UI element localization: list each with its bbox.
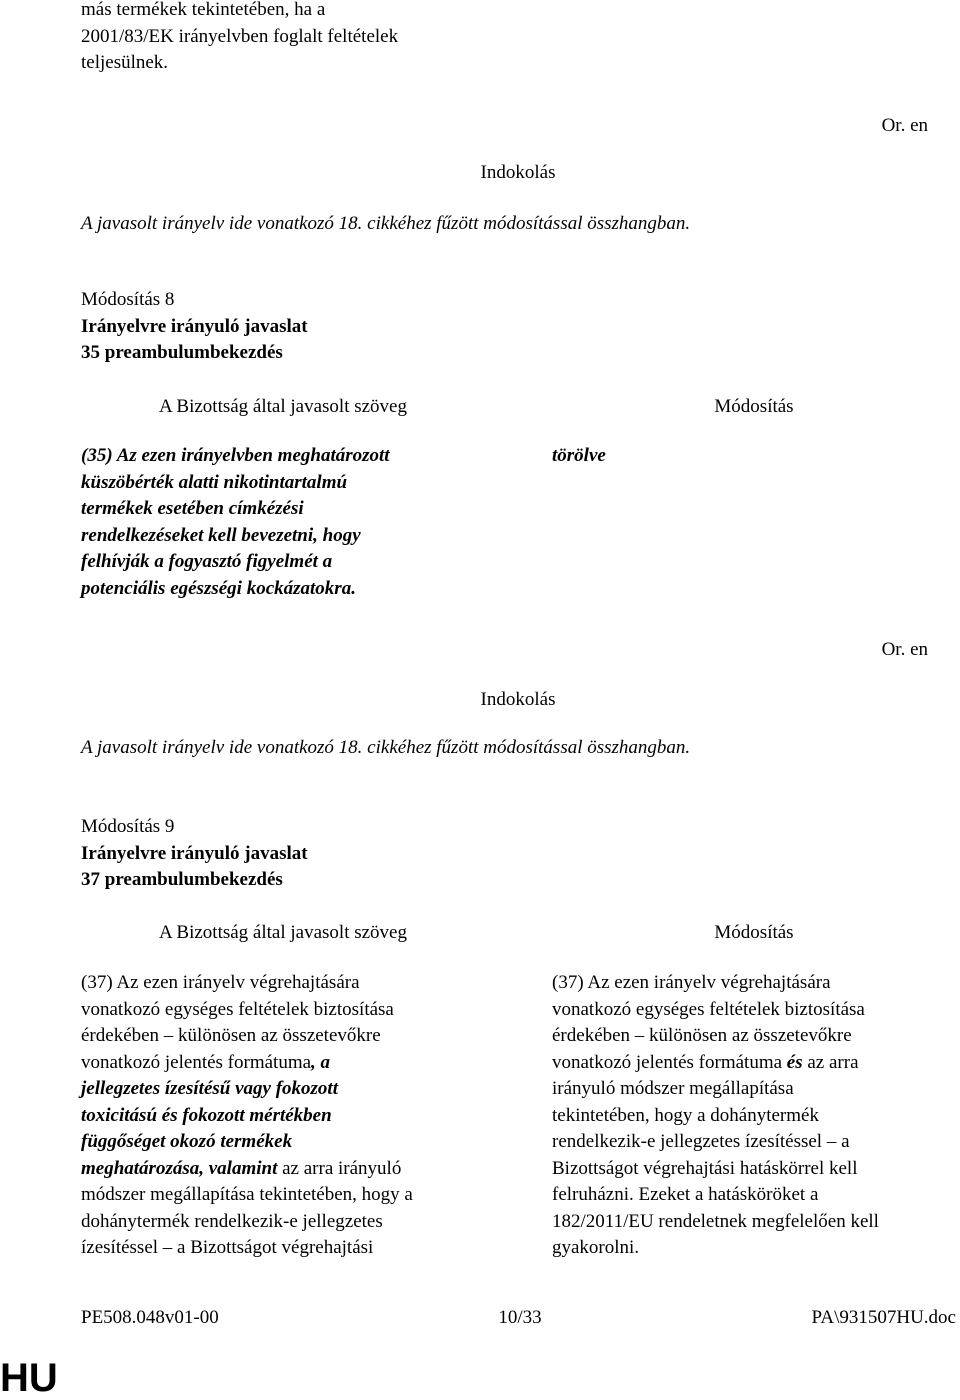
text-line-highlight: toxicitású és fokozott mértékben — [81, 1104, 332, 1126]
text-line: érdekében – különösen az összetevőkre — [552, 1025, 852, 1046]
text-run-highlight: , a — [311, 1051, 331, 1073]
text-line: érdekében – különösen az összetevőkre — [81, 1025, 381, 1046]
amendment-8-header — [81, 287, 308, 367]
justification-text-2: A javasolt irányelv ide vonatkozó 18. cikkéhez fűzött módosítással összhangban. — [81, 737, 691, 758]
footer-page-number: 10/33 — [498, 1307, 542, 1328]
text-line: gyakorolni. — [552, 1237, 640, 1258]
commission-text-37 — [81, 970, 413, 1262]
proposal-type: Irányelvre irányuló javaslat — [81, 842, 308, 864]
text-line: termékek esetében címkézési — [81, 498, 304, 519]
text-line: vonatkozó egységes feltételek biztosítása — [552, 998, 865, 1020]
text-line-highlight: függőséget okozó termékek — [81, 1131, 293, 1152]
text-run: az arra — [802, 1051, 859, 1073]
text-line — [552, 1050, 879, 1077]
justification-heading-2: Indokolás — [480, 689, 556, 710]
column-header-amendment: Módosítás — [714, 396, 794, 417]
commission-text-35 — [81, 443, 390, 602]
text-line: (37) Az ezen irányelv végrehajtására — [81, 972, 360, 993]
amendment-title: Módosítás 9 — [81, 816, 175, 837]
text-line: 182/2011/EU rendeletnek megfelelően kell — [552, 1210, 879, 1232]
amendment-title: Módosítás 8 — [81, 289, 175, 310]
text-line: vonatkozó egységes feltételek biztosítása — [81, 998, 394, 1020]
column-header-commission: A Bizottság által javasolt szöveg — [158, 396, 407, 417]
text-run-highlight: meghatározása, valamint — [81, 1157, 278, 1179]
amendment-text-37 — [552, 970, 879, 1262]
text-run-highlight: és — [786, 1051, 803, 1073]
amendment-9-header — [81, 814, 308, 894]
proposal-type: Irányelvre irányuló javaslat — [81, 315, 308, 337]
justification-text-1: A javasolt irányelv ide vonatkozó 18. cikkéhez fűzött módosítással összhangban. — [81, 213, 691, 234]
text-line — [81, 1050, 413, 1077]
footer-language-code: HU — [0, 1356, 58, 1400]
footer-doc-ref: PE508.048v01-00 — [81, 1307, 219, 1328]
text-line: felhívják a fogyasztó figyelmét a — [81, 551, 333, 572]
text-line: módszer megállapítása tekintetében, hogy a — [81, 1184, 413, 1205]
text-line: potenciális egészségi kockázatokra. — [81, 577, 356, 599]
column-header-amendment: Módosítás — [714, 922, 794, 943]
original-language-2: Or. en — [881, 639, 928, 660]
text-line: Bizottságot végrehajtási hatáskörrel kell — [552, 1157, 858, 1179]
continuation-text — [81, 0, 501, 77]
text-run: az arra irányuló — [277, 1157, 402, 1179]
text-line: (35) Az ezen irányelvben meghatározott — [81, 445, 390, 466]
original-language-1: Or. en — [881, 115, 928, 136]
column-header-commission: A Bizottság által javasolt szöveg — [158, 922, 407, 943]
text-line: felruházni. Ezeket a hatásköröket a — [552, 1184, 819, 1205]
continuation-line: teljesülnek. — [81, 52, 169, 73]
justification-heading-1: Indokolás — [480, 162, 556, 183]
text-line: ízesítéssel – a Bizottságot végrehajtási — [81, 1237, 374, 1258]
text-line — [81, 1156, 413, 1183]
text-line: tekintetében, hogy a dohánytermék — [552, 1104, 819, 1126]
text-line: dohánytermék rendelkezik-e jellegzetes — [81, 1210, 383, 1232]
text-line: küszöbérték alatti nikotintartalmú — [81, 471, 348, 493]
text-run: vonatkozó jelentés formátuma — [552, 1051, 787, 1073]
footer-file-name: PA\931507HU.doc — [811, 1307, 956, 1328]
text-line-highlight: jellegzetes ízesítésű vagy fokozott — [81, 1078, 338, 1099]
text-line: rendelkezéseket kell bevezetni, hogy — [81, 524, 361, 546]
recital-number: 35 preambulumbekezdés — [81, 342, 283, 363]
amendment-text-deleted: törölve — [552, 445, 606, 466]
text-run: vonatkozó jelentés formátuma — [81, 1051, 312, 1073]
continuation-line: 2001/83/EK irányelvben foglalt feltételek — [81, 25, 399, 47]
text-line: irányuló módszer megállapítása — [552, 1078, 794, 1099]
recital-number: 37 preambulumbekezdés — [81, 869, 283, 890]
text-line: (37) Az ezen irányelv végrehajtására — [552, 972, 831, 993]
text-line: rendelkezik-e jellegzetes ízesítéssel – a — [552, 1131, 850, 1152]
continuation-line: más termékek tekintetében, ha a — [81, 0, 326, 20]
